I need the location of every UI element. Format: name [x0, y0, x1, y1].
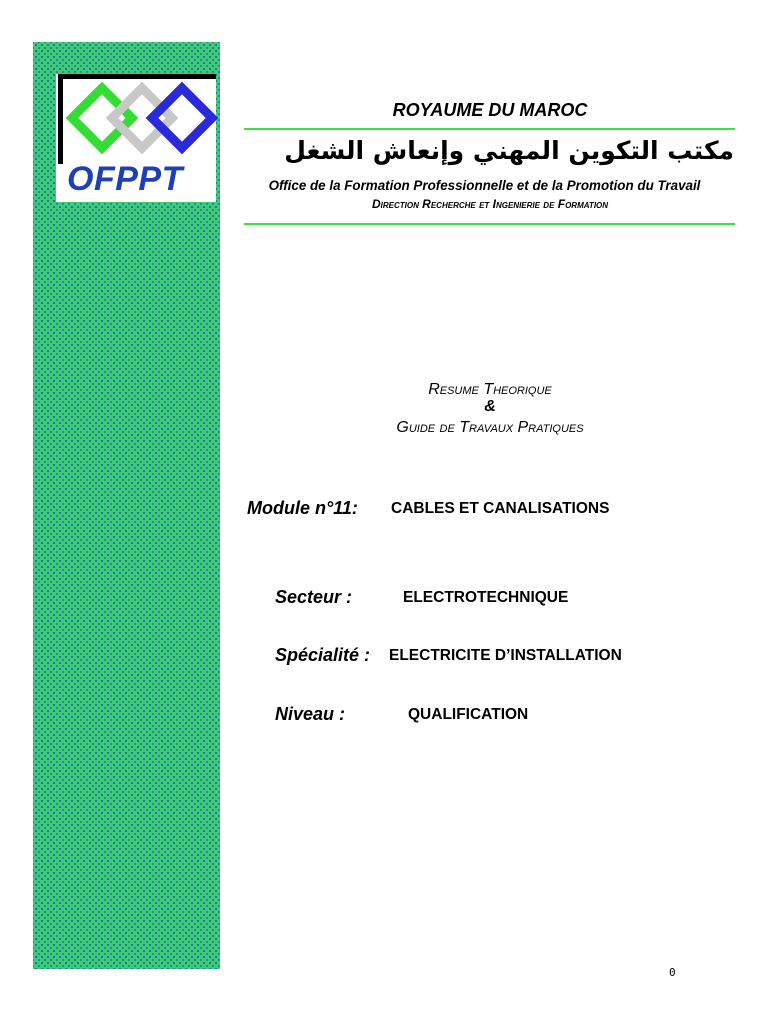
ofppt-logo-icon — [64, 82, 218, 158]
logo-diamond-gray — [112, 88, 172, 148]
specialite-value: ELECTRICITE D’INSTALLATION — [389, 647, 622, 664]
logo-frame-top — [58, 74, 216, 79]
module-value: CABLES ET CANALISATIONS — [391, 500, 610, 517]
page-number: 0 — [669, 966, 676, 979]
module-label: Module n°11: — [247, 498, 358, 518]
arabic-office-name: مكتب التكوين المهني وإنعاش الشغل — [284, 136, 734, 165]
header-rule-top — [244, 128, 735, 130]
logo-text: OFPPT — [67, 160, 183, 198]
direction-name: Direction Recherche et Ingenierie de Formation — [371, 197, 609, 211]
logo-diamond-blue — [152, 88, 212, 148]
specialite-label: Spécialité : — [275, 645, 371, 665]
niveau-label: Niveau : — [275, 704, 346, 724]
secteur-value: ELECTROTECHNIQUE — [403, 589, 569, 606]
document-title-line1: Resume Theorique — [428, 381, 552, 398]
country-title: ROYAUME DU MAROC — [392, 100, 588, 120]
niveau-value: QUALIFICATION — [408, 706, 529, 723]
secteur-label: Secteur : — [275, 587, 353, 607]
document-title-line2: Guide de Travaux Pratiques — [396, 419, 584, 436]
office-name: Office de la Formation Professionnelle et de la Promotion du Travail — [268, 178, 701, 193]
logo-frame-left — [58, 74, 63, 164]
logo-diamond-green — [72, 88, 132, 148]
header-rule-bottom — [244, 223, 735, 225]
document-title-ampersand: & — [484, 398, 496, 415]
